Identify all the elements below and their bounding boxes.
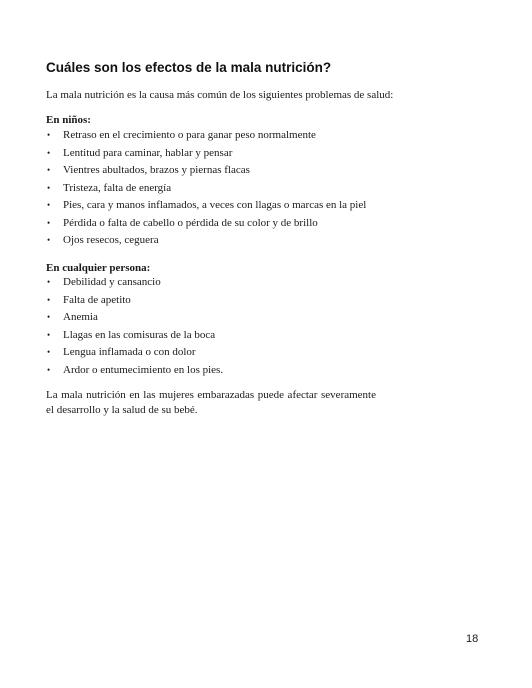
list-item-text: Anemia	[63, 311, 98, 323]
bullet-icon: •	[47, 165, 51, 175]
bullet-icon: •	[47, 147, 51, 158]
bullet-icon: •	[47, 277, 51, 287]
list-item-text: Vientres abultados, brazos y piernas flacas	[63, 164, 250, 176]
list-item-text: Retraso en el crecimiento o para ganar peso normalmente	[63, 129, 316, 141]
page-number: 18	[466, 633, 479, 645]
list-item-text: Ardor o entumecimiento en los pies.	[63, 363, 224, 376]
list-item-text: Debilidad y cansancio	[63, 276, 161, 288]
bullet-icon: •	[47, 130, 51, 140]
list-item-text: Ojos resecos, ceguera	[63, 234, 159, 246]
bullet-icon: •	[47, 200, 51, 210]
list-item-text: Pérdida o falta de cabello o pérdida de su color y de brillo	[63, 216, 318, 229]
bullet-icon: •	[47, 312, 51, 322]
bullet-icon: •	[47, 364, 51, 375]
bullet-icon: •	[47, 235, 51, 245]
list-item-text: Tristeza, falta de energía	[63, 181, 172, 194]
list-item-text: Pies, cara y manos inflamados, a veces con llagas o marcas en la piel	[63, 199, 367, 211]
bullet-icon: •	[47, 347, 51, 357]
section-title-anyone: En cualquier persona:	[46, 262, 151, 274]
list-item-text: Lengua inflamada o con dolor	[63, 346, 196, 358]
intro-paragraph: La mala nutrición es la causa más común de los siguientes problemas de salud:	[46, 89, 394, 101]
bullet-icon: •	[47, 182, 51, 193]
closing-paragraph: La mala nutrición en las mujeres embarazadas puede afectar severamente el desarrollo y la salud de su bebé.	[46, 389, 376, 416]
bullet-icon: •	[47, 294, 51, 305]
list-item-text: Lentitud para caminar, hablar y pensar	[63, 146, 233, 159]
section-title-children: En niños:	[46, 114, 91, 126]
page-heading: Cuáles son los efectos de la mala nutrición?	[46, 60, 332, 75]
bullet-icon: •	[47, 217, 51, 228]
list-item-text: Llagas en las comisuras de la boca	[63, 328, 216, 341]
bullet-icon: •	[47, 329, 51, 340]
document-page	[46, 0, 486, 688]
list-item-text: Falta de apetito	[63, 293, 131, 306]
